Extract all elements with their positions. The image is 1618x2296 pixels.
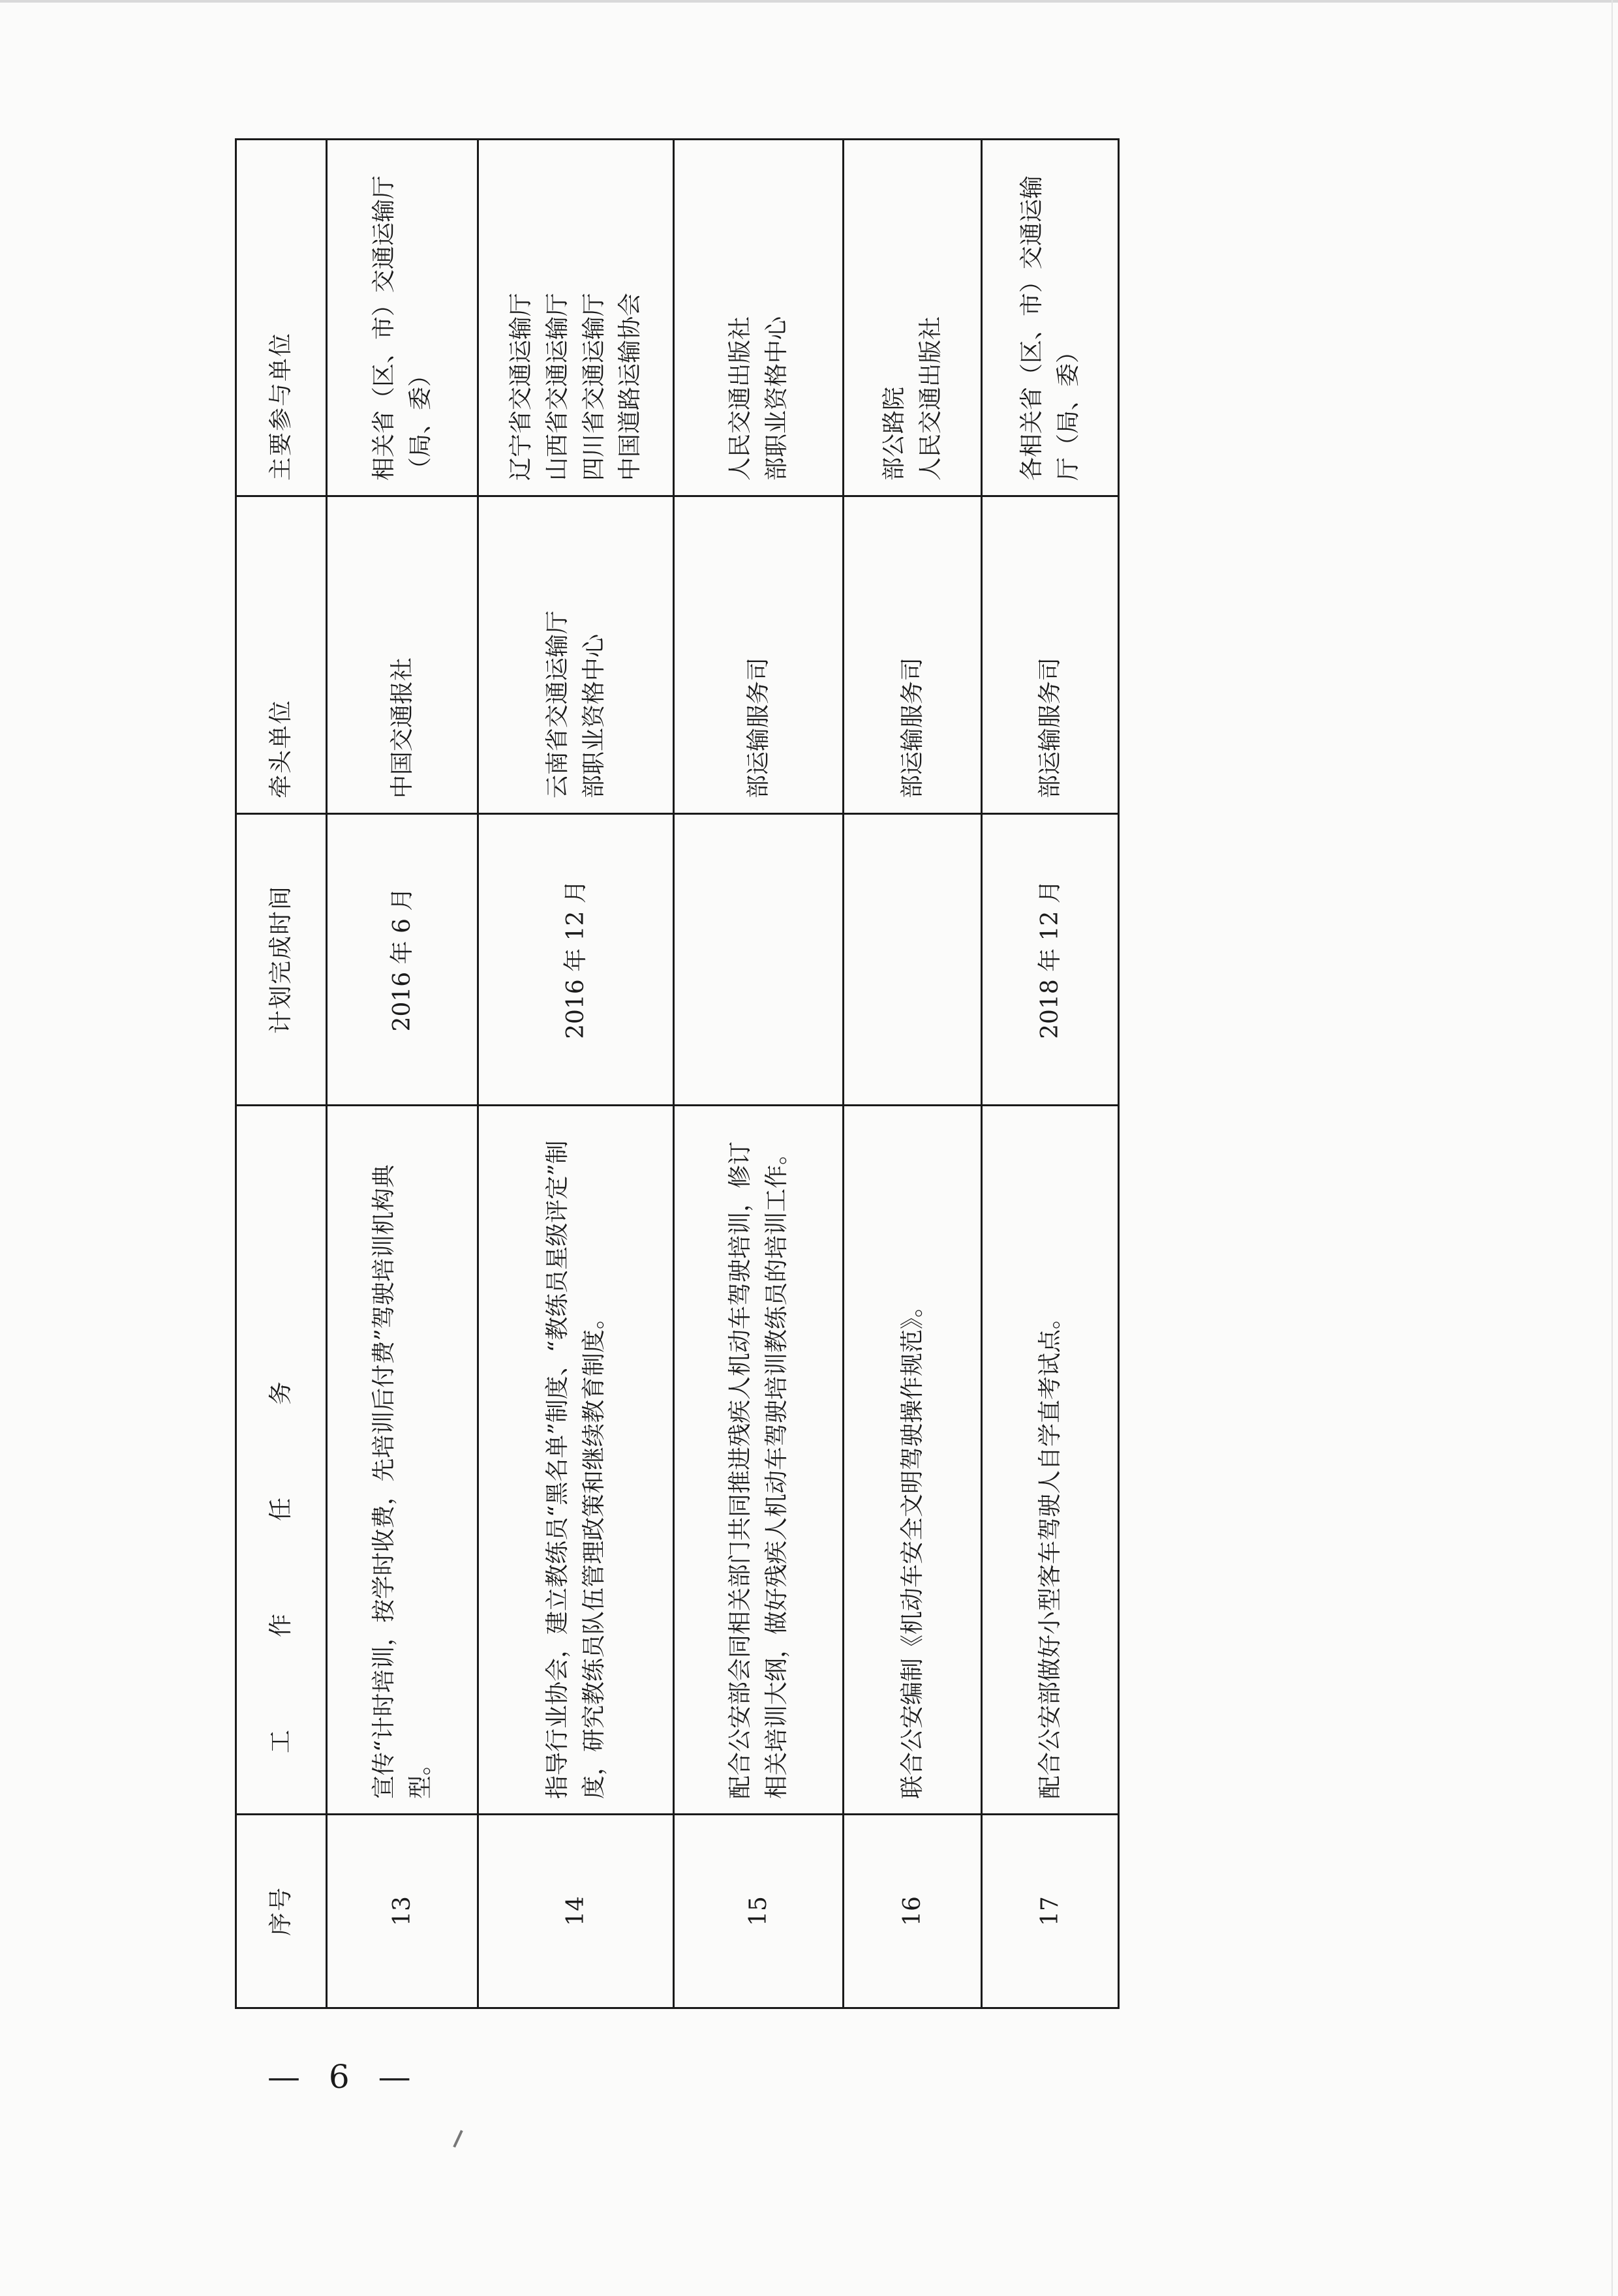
scan-edge-right <box>1611 0 1613 2296</box>
header-date: 计划完成时间 <box>236 814 327 1106</box>
stray-pen-mark <box>453 2130 463 2147</box>
row-participants: 辽宁省交通运输厅 山西省交通运输厅 四川省交通运输厅 中国道路运输协会 <box>478 140 674 496</box>
row-no: 16 <box>844 1815 982 2008</box>
row-task: 配合公安部做好小型客车驾驶人自学直考试点。 <box>982 1106 1119 1815</box>
row-task: 宣传“计时培训，按学时收费，先培训后付费”驾驶培训机构典型。 <box>327 1106 478 1815</box>
row-no: 14 <box>478 1815 674 2008</box>
table-row <box>982 140 1119 2008</box>
header-task-char: 作 <box>267 1612 295 1637</box>
header-participants: 主要参与单位 <box>236 140 327 496</box>
row-no: 17 <box>982 1815 1119 2008</box>
header-lead: 牵头单位 <box>236 496 327 814</box>
row-date <box>844 814 982 1106</box>
row-participants: 各相关省（区、市）交通运输厅（局、委） <box>982 140 1119 496</box>
header-task <box>236 1106 327 1815</box>
row-lead: 云南省交通运输厅 部职业资格中心 <box>478 496 674 814</box>
task-table <box>235 138 1120 2009</box>
page-number: — 6 — <box>267 2058 420 2096</box>
row-date: 2016 年 12 月 <box>478 814 674 1106</box>
table-row <box>478 140 674 2008</box>
row-no: 15 <box>674 1815 844 2008</box>
header-task-char: 工 <box>267 1728 295 1753</box>
row-date <box>674 814 844 1106</box>
table-row <box>844 140 982 2008</box>
row-date: 2018 年 12 月 <box>982 814 1119 1106</box>
row-participants: 人民交通出版社 部职业资格中心 <box>674 140 844 496</box>
row-task: 联合公安编制《机动车安全文明驾驶操作规范》。 <box>844 1106 982 1815</box>
scan-edge-top <box>0 0 1618 3</box>
row-date: 2016 年 6 月 <box>327 814 478 1106</box>
table-row <box>327 140 478 2008</box>
row-lead: 部运输服务司 <box>982 496 1119 814</box>
task-table-rotated <box>235 175 1109 2009</box>
row-lead: 中国交通报社 <box>327 496 478 814</box>
table-row <box>674 140 844 2008</box>
row-participants: 部公路院 人民交通出版社 <box>844 140 982 496</box>
row-task: 配合公安部会同相关部门共同推进残疾人机动车驾驶培训，修订相关培训大纲，做好残疾人机动车驾驶培训教练员的培训工作。 <box>674 1106 844 1815</box>
header-task-char: 任 <box>267 1496 295 1521</box>
row-no: 13 <box>327 1815 478 2008</box>
table-header-row <box>236 140 327 2008</box>
row-lead: 部运输服务司 <box>674 496 844 814</box>
row-lead: 部运输服务司 <box>844 496 982 814</box>
header-no: 序号 <box>236 1815 327 2008</box>
row-task: 指导行业协会，建立教练员“黑名单”制度、“教练员星级评定”制度，研究教练员队伍管理政策和继续教育制度。 <box>478 1106 674 1815</box>
row-participants: 相关省（区、市）交通运输厅（局、委） <box>327 140 478 496</box>
header-task-char: 务 <box>267 1380 295 1405</box>
